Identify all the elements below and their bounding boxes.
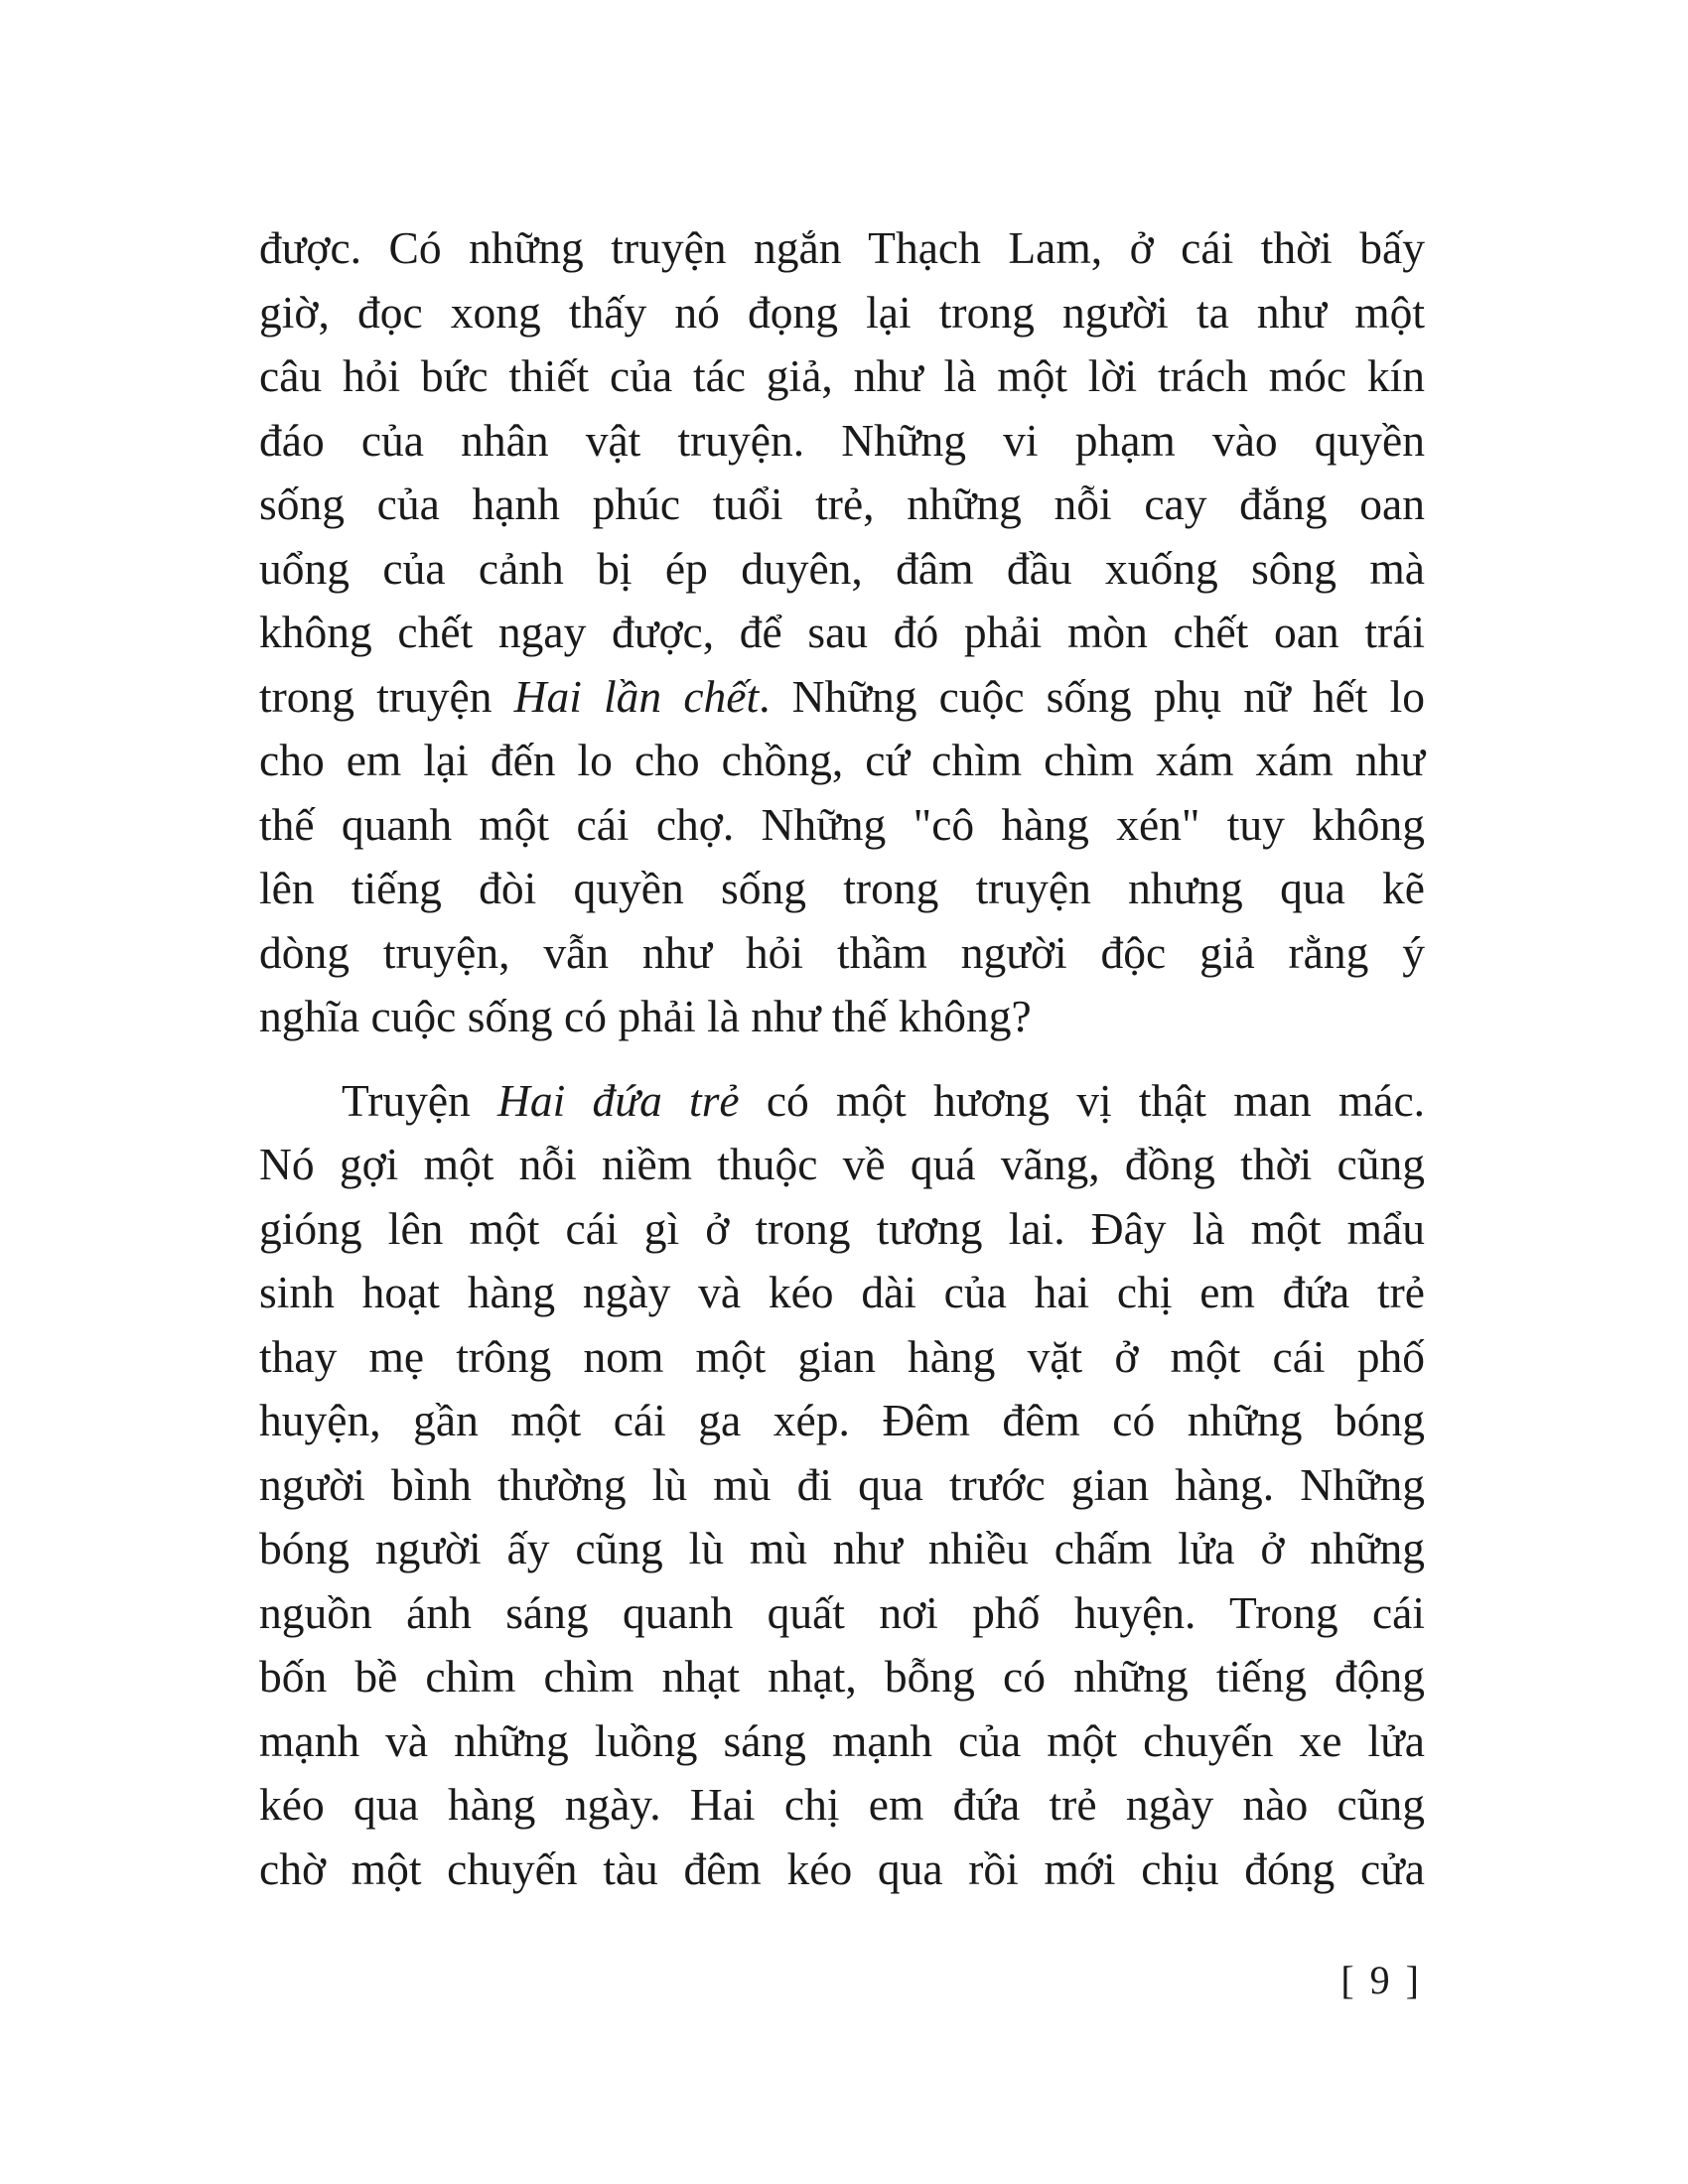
story-title-italic: Hai lần chết xyxy=(513,670,760,722)
text-line: thế quanh một cái chợ. Những "cô hàng xén" tuy không xyxy=(259,798,1425,850)
text-line: đáo của nhân vật truyện. Những vi phạm vào quyền xyxy=(259,414,1425,466)
text-segment: Truyện xyxy=(342,1074,498,1126)
text-line: cho em lại đến lo cho chồng, cứ chìm chìm xám xám như xyxy=(259,735,1425,785)
text-line: sinh hoạt hàng ngày và kéo dài của hai chị em đứa trẻ xyxy=(259,1267,1425,1317)
text-line: kéo qua hàng ngày. Hai chị em đứa trẻ ngày nào cũng xyxy=(259,1779,1425,1830)
text-line: mạnh và những luồng sáng mạnh của một chuyến xe lửa xyxy=(259,1714,1425,1766)
text-line: Nó gợi một nỗi niềm thuộc về quá vãng, đồng thời cũng xyxy=(259,1139,1425,1189)
text-segment: . Những cuộc sống phụ nữ hết lo xyxy=(759,670,1425,722)
text-line xyxy=(259,665,1425,730)
text-line xyxy=(259,1069,1425,1134)
paragraph-2 xyxy=(259,1069,1425,1902)
paragraph-1 xyxy=(259,216,1425,1049)
story-title-italic: Hai đứa trẻ xyxy=(497,1074,740,1126)
text-line: nguồn ánh sáng quanh quất nơi phố huyện. Trong cái xyxy=(259,1586,1425,1638)
text-line: gióng lên một cái gì ở trong tương lai. Đây là một mẩu xyxy=(259,1202,1425,1254)
text-line: giờ, đọc xong thấy nó đọng lại trong người ta như một xyxy=(259,286,1425,338)
text-line: dòng truyện, vẫn như hỏi thầm người độc giả rằng ý xyxy=(259,926,1425,978)
page-number: [ 9 ] xyxy=(1340,1958,1422,2002)
text-line: sống của hạnh phúc tuổi trẻ, những nỗi cay đắng oan xyxy=(259,478,1425,529)
text-line: huyện, gần một cái ga xép. Đêm đêm có những bóng xyxy=(259,1395,1425,1445)
text-line: bốn bề chìm chìm nhạt nhạt, bỗng có những tiếng động xyxy=(259,1651,1425,1702)
paragraph-gap xyxy=(259,1049,1425,1069)
text-line: câu hỏi bức thiết của tác giả, như là một lời trách móc kín xyxy=(259,350,1425,401)
text-line: người bình thường lù mù đi qua trước gian hàng. Những xyxy=(259,1458,1425,1510)
text-line: lên tiếng đòi quyền sống trong truyện nhưng qua kẽ xyxy=(259,863,1425,913)
body-text xyxy=(259,216,1425,1901)
text-segment: có một hương vị thật man mác. xyxy=(739,1074,1426,1126)
text-line: chờ một chuyến tàu đêm kéo qua rồi mới chịu đóng cửa xyxy=(259,1843,1425,1894)
text-line: không chết ngay được, để sau đó phải mòn chết oan trái xyxy=(259,607,1425,657)
text-line: thay mẹ trông nom một gian hàng vặt ở một cái phố xyxy=(259,1330,1425,1382)
text-segment: trong truyện xyxy=(259,670,514,722)
text-line: bóng người ấy cũng lù mù như nhiều chấm lửa ở những xyxy=(259,1523,1425,1573)
text-line: uổng của cảnh bị ép duyên, đâm đầu xuống sông mà xyxy=(259,542,1425,594)
text-line: được. Có những truyện ngắn Thạch Lam, ở cái thời bấy xyxy=(259,222,1425,273)
text-line: nghĩa cuộc sống có phải là như thế không? xyxy=(259,991,1032,1041)
